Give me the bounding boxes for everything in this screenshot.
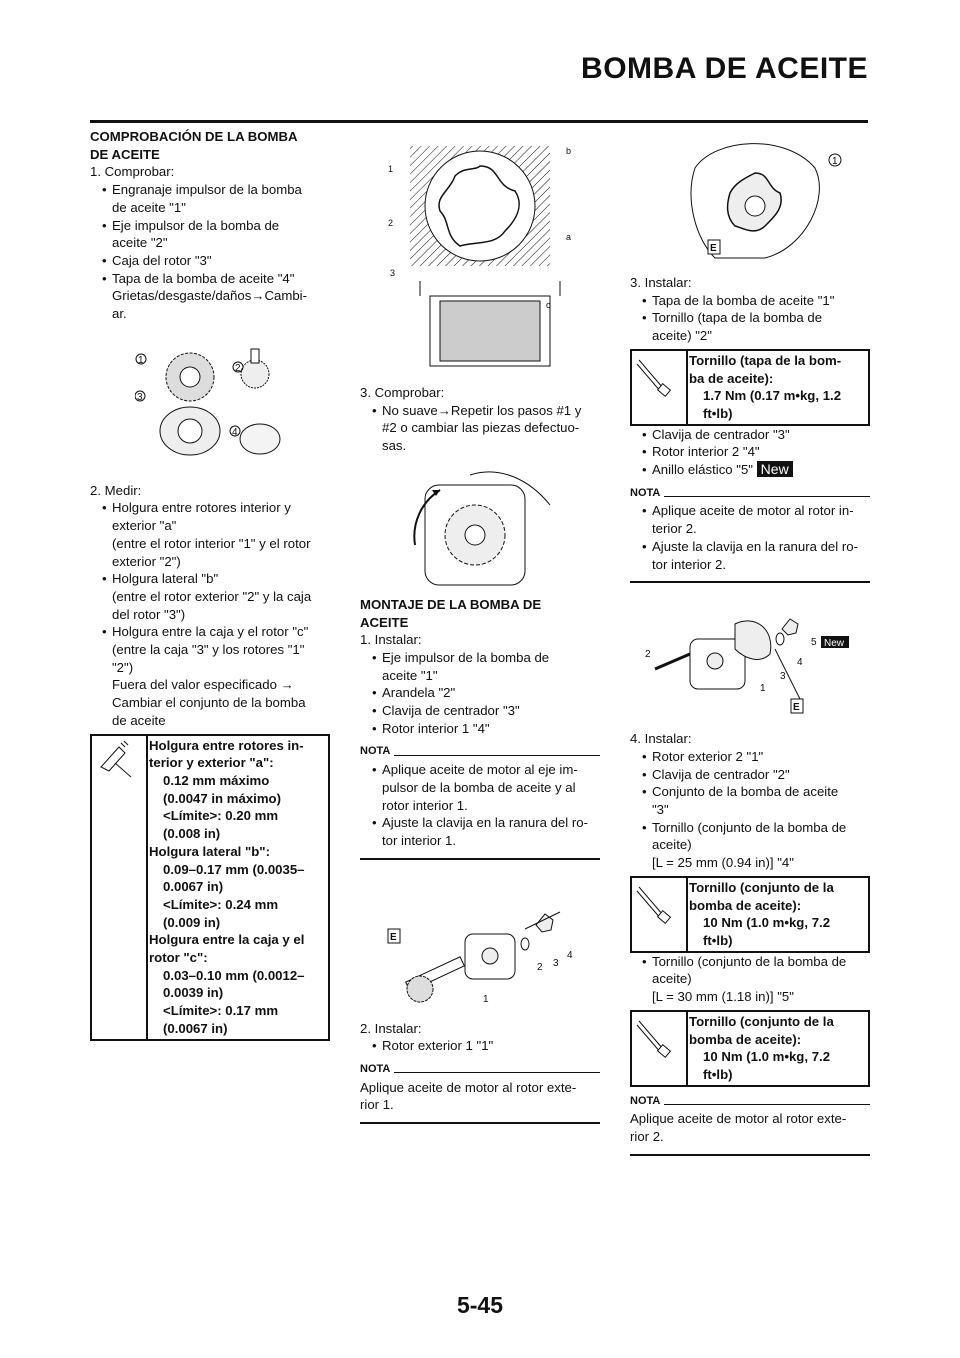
list-item: • Rotor interior 2 "4" xyxy=(630,443,870,461)
svg-text:3: 3 xyxy=(137,391,143,403)
list-item-line: • Rotor interior 1 "4" xyxy=(360,720,600,738)
step-label: 2. Medir: xyxy=(90,482,142,498)
torque-line: 10 Nm (1.0 m•kg, 7.2 xyxy=(703,915,831,931)
list-item-line: terior 2. xyxy=(652,521,697,537)
list-item-line: Cambiar el conjunto de la bomba xyxy=(112,695,306,711)
spec-line: 0.03–0.10 mm (0.0012– xyxy=(163,967,305,983)
torque-values xyxy=(687,877,869,952)
nota-end-rule xyxy=(360,858,600,860)
spec-line: <Límite>: 0.20 mm xyxy=(163,808,279,824)
spec-line: Holgura entre la caja y el xyxy=(149,932,305,948)
torque-line: ft•lb) xyxy=(703,405,733,421)
list-item-line: (entre el rotor exterior "2" y la caja xyxy=(112,588,312,604)
svg-text:1: 1 xyxy=(832,156,838,167)
list-item-line: [L = 25 mm (0.94 in)] "4" xyxy=(652,855,794,871)
bullet-list xyxy=(630,748,870,872)
nota-end-rule xyxy=(630,581,870,583)
list-item-line: exterior "2") xyxy=(112,553,181,569)
svg-text:2: 2 xyxy=(235,362,241,374)
svg-text:5: 5 xyxy=(811,637,817,649)
list-item-line: • Arandela "2" xyxy=(360,684,600,702)
svg-text:E: E xyxy=(390,931,397,943)
nota-text xyxy=(360,1079,600,1114)
pump-parts-illustration xyxy=(135,339,285,464)
nota-header: NOTA xyxy=(630,1093,870,1111)
list-item-line: • Tornillo (conjunto de la bomba de xyxy=(630,953,870,971)
list-item-line: Grietas/desgaste/daños→Cambi- xyxy=(112,288,307,304)
torque-line: bomba de aceite): xyxy=(689,1031,802,1047)
step-label: 1. Comprobar: xyxy=(90,164,175,180)
svg-text:1: 1 xyxy=(760,683,766,695)
svg-text:4: 4 xyxy=(797,657,803,669)
torque-line: ba de aceite): xyxy=(689,370,774,386)
list-item-line: • Eje impulsor de la bomba de xyxy=(90,217,330,235)
spec-line: 0.12 mm máximo xyxy=(163,772,270,788)
svg-text:E: E xyxy=(793,702,800,714)
list-item-line: (entre el rotor interior "1" y el rotor xyxy=(112,535,311,551)
torque-line: bomba de aceite): xyxy=(689,897,802,913)
list-item-line: • Clavija de centrador "2" xyxy=(630,766,870,784)
torque-values xyxy=(687,350,869,425)
list-item: • Anillo elástico "5" New xyxy=(630,461,870,479)
text-line: Aplique aceite de motor al rotor exte- xyxy=(360,1079,577,1095)
torque-table xyxy=(630,1010,870,1087)
list-item-line: • Holgura entre rotores interior y xyxy=(90,499,330,517)
list-item-line: • Caja del rotor "3" xyxy=(90,252,330,270)
list-item-line: tor interior 2. xyxy=(652,556,727,572)
torque-values xyxy=(687,1011,869,1086)
list-item-line: aceite) xyxy=(652,971,692,987)
torque-table xyxy=(630,876,870,953)
section-heading: MONTAJE DE LA BOMBA DE ACEITE xyxy=(360,596,542,630)
list-item-line: • Tapa de la bomba de aceite "1" xyxy=(630,292,870,310)
list-item-line: de aceite "1" xyxy=(112,199,186,215)
svg-text:3: 3 xyxy=(390,268,396,278)
list-item-line: • Aplique aceite de motor al eje im- xyxy=(360,761,600,779)
column-2 xyxy=(360,128,600,1124)
spec-line: (0.008 in) xyxy=(163,826,221,842)
list-item-line: • Engranaje impulsor de la bomba xyxy=(90,181,330,199)
step-label: 2. Instalar: xyxy=(360,1020,422,1036)
list-item-line: pulsor de la bomba de aceite y al xyxy=(382,779,576,795)
list-item-line: • Tapa de la bomba de aceite "4" xyxy=(90,270,330,288)
list-item-line: aceite "1" xyxy=(382,667,438,683)
list-item-line: "3" xyxy=(652,802,669,818)
svg-text:3: 3 xyxy=(553,957,559,969)
nota-header: NOTA xyxy=(360,743,600,761)
spec-line: 0.09–0.17 mm (0.0035– xyxy=(163,861,305,877)
page-number: 5-45 xyxy=(456,1292,504,1318)
torque-line: Tornillo (conjunto de la xyxy=(689,1013,834,1029)
new-badge: New xyxy=(757,461,793,477)
list-item-line: de aceite xyxy=(112,712,166,728)
list-item-line: • No suave→Repetir los pasos #1 y xyxy=(360,402,600,420)
list-item-line: ar. xyxy=(112,306,127,322)
bullet-list xyxy=(360,402,600,455)
svg-text:4: 4 xyxy=(567,949,573,961)
list-item-line: • Rotor exterior 1 "1" xyxy=(360,1037,600,1055)
spec-line: (0.0067 in) xyxy=(163,1020,228,1036)
list-item-line: • Rotor exterior 2 "1" xyxy=(630,748,870,766)
svg-text:New: New xyxy=(824,638,845,650)
list-item-line: aceite) "2" xyxy=(652,328,712,344)
page-title: BOMBA DE ACEITE xyxy=(581,52,868,85)
svg-text:E: E xyxy=(710,243,717,254)
nota-header: NOTA xyxy=(630,485,870,503)
rotor-clearance-diagram xyxy=(380,136,580,376)
torque-wrench-icon xyxy=(631,350,687,425)
nota-list xyxy=(630,502,870,573)
spec-line: 0.0067 in) xyxy=(163,879,224,895)
list-item-line: • Holgura entre la caja y el rotor "c" xyxy=(90,623,330,641)
nota-text xyxy=(630,1110,870,1145)
bullet-list xyxy=(630,953,870,1006)
list-item-line: #2 o cambiar las piezas defectuo- xyxy=(382,420,580,436)
spec-line: <Límite>: 0.24 mm xyxy=(163,896,279,912)
caliper-icon xyxy=(91,735,147,1040)
nota-list xyxy=(360,761,600,850)
step-label: 4. Instalar: xyxy=(630,731,692,747)
list-item-line: • Clavija de centrador "3" xyxy=(360,702,600,720)
column-1 xyxy=(90,128,330,1041)
text-line: rior 1. xyxy=(360,1097,394,1113)
section-heading: COMPROBACIÓN DE LA BOMBA DE ACEITE xyxy=(90,129,298,162)
torque-line: Tornillo (conjunto de la xyxy=(689,879,834,895)
list-item-line: • Ajuste la clavija en la ranura del ro- xyxy=(360,814,600,832)
spec-values xyxy=(147,735,329,1040)
torque-line: 1.7 Nm (0.17 m•kg, 1.2 xyxy=(703,388,842,404)
bullet-list xyxy=(360,649,600,738)
spec-line: Holgura lateral "b": xyxy=(149,843,270,859)
torque-line: 10 Nm (1.0 m•kg, 7.2 xyxy=(703,1049,831,1065)
svg-text:c: c xyxy=(546,300,551,310)
bullet-list xyxy=(360,1037,600,1055)
header-rule xyxy=(90,120,868,123)
list-item-line: • Tornillo (conjunto de la bomba de xyxy=(630,819,870,837)
torque-table xyxy=(630,349,870,426)
torque-line: Tornillo (tapa de la bom- xyxy=(689,352,842,368)
spec-line: (0.009 in) xyxy=(163,914,221,930)
svg-text:b: b xyxy=(566,146,572,156)
spec-line: terior y exterior "a": xyxy=(149,755,274,771)
spec-line: rotor "c": xyxy=(149,950,208,966)
svg-text:4: 4 xyxy=(232,426,238,438)
rotor-rotation-illustration xyxy=(400,465,560,590)
pump-assembly-illustration xyxy=(635,599,865,724)
list-item-line: Fuera del valor especificado → xyxy=(112,677,294,693)
list-item-line: exterior "a" xyxy=(112,518,177,534)
svg-text:2: 2 xyxy=(645,649,651,661)
list-item-line: • Aplique aceite de motor al rotor in- xyxy=(630,502,870,520)
bullet-list xyxy=(90,181,330,323)
spec-line: <Límite>: 0.17 mm xyxy=(163,1003,279,1019)
list-item-line: tor interior 1. xyxy=(382,832,457,848)
svg-text:2: 2 xyxy=(537,961,543,973)
svg-text:3: 3 xyxy=(780,671,786,683)
torque-line: ft•lb) xyxy=(703,1066,733,1082)
svg-text:1: 1 xyxy=(138,354,144,366)
nota-end-rule xyxy=(630,1154,870,1156)
step-label: 3. Instalar: xyxy=(630,275,692,290)
nota-header: NOTA xyxy=(360,1061,600,1079)
torque-wrench-icon xyxy=(631,877,687,952)
step-label: 3. Comprobar: xyxy=(360,385,445,400)
spec-line: Holgura entre rotores in- xyxy=(149,737,304,753)
list-item-line: sas. xyxy=(382,438,407,454)
drive-shaft-assembly-illustration xyxy=(385,874,575,1014)
list-item-line: • Eje impulsor de la bomba de xyxy=(360,649,600,667)
svg-text:1: 1 xyxy=(388,164,394,174)
pump-cover-illustration xyxy=(655,128,845,268)
list-item-line: del rotor "3") xyxy=(112,606,186,622)
list-item: • Clavija de centrador "3" xyxy=(630,426,870,444)
svg-text:1: 1 xyxy=(483,993,489,1005)
list-item-line: rotor interior 1. xyxy=(382,797,468,813)
list-item-line: • Ajuste la clavija en la ranura del ro- xyxy=(630,538,870,556)
torque-wrench-icon xyxy=(631,1011,687,1086)
text-line: rior 2. xyxy=(630,1129,664,1145)
list-item-line: • Conjunto de la bomba de aceite xyxy=(630,783,870,801)
list-item-line: • Tornillo (tapa de la bomba de xyxy=(630,309,870,327)
step-label: 1. Instalar: xyxy=(360,632,422,648)
torque-line: ft•lb) xyxy=(703,932,733,948)
bullet-list xyxy=(630,292,870,345)
list-item-line: [L = 30 mm (1.18 in)] "5" xyxy=(652,989,794,1005)
svg-text:2: 2 xyxy=(388,218,394,228)
column-3 xyxy=(630,128,870,1156)
spec-line: 0.0039 in) xyxy=(163,985,224,1001)
spec-line: (0.0047 in máximo) xyxy=(163,790,282,806)
nota-end-rule xyxy=(360,1122,600,1124)
text-line: Aplique aceite de motor al rotor exte- xyxy=(630,1111,847,1127)
spec-table xyxy=(90,734,330,1041)
list-item-line: • Holgura lateral "b" xyxy=(90,570,330,588)
list-item-line: aceite "2" xyxy=(112,235,168,251)
list-item-line: "2") xyxy=(112,659,134,675)
svg-text:a: a xyxy=(566,232,572,242)
list-item-line: aceite) xyxy=(652,837,692,853)
bullet-list xyxy=(90,499,330,729)
list-item-line: (entre la caja "3" y los rotores "1" xyxy=(112,642,305,658)
